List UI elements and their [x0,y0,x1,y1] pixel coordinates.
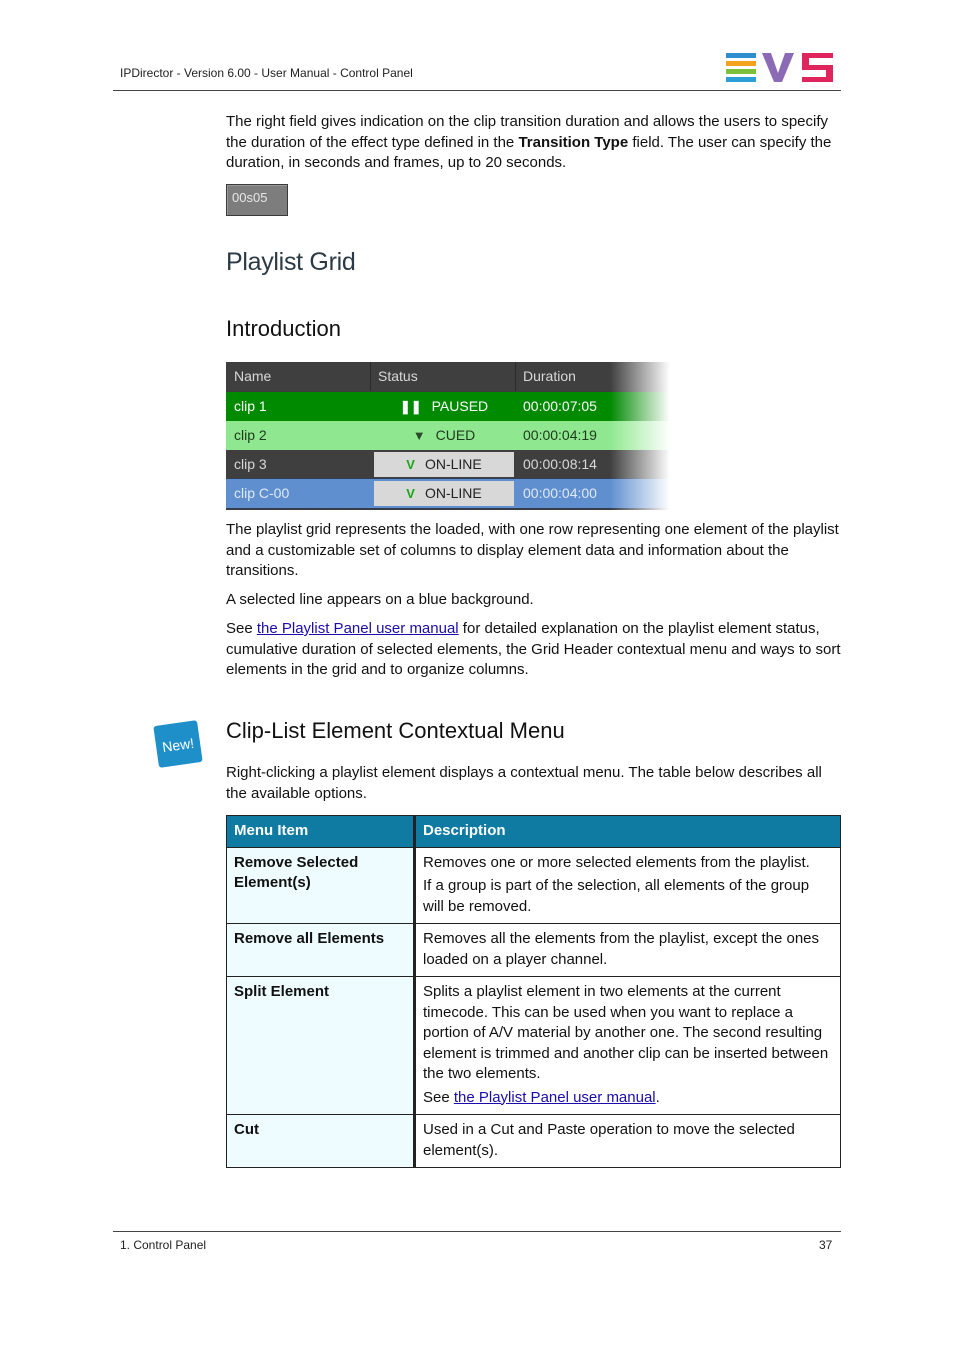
new-badge-icon [153,720,203,768]
transition-type-term: Transition Type [518,133,629,151]
description-paragraph: Used in a Cut and Paste operation to move the selected element(s). [423,1121,795,1159]
duration-field[interactable] [226,184,288,216]
menu-item-name: Remove all Elements [227,924,415,977]
grid-fade [610,362,670,510]
selected-line-note: A selected line appears on a blue background. [226,591,534,608]
grid-cell-duration: 00:00:04:00 [523,485,597,501]
header-description: Description [415,816,841,848]
grid-description: The playlist grid represents the loaded, with one row representing one element of the playlist and a customizable set of columns to display element data and information about the transitions. [226,521,839,579]
menu-item-name: Cut [227,1115,415,1168]
grid-cell-name: clip 2 [234,427,267,443]
transition-paragraph [226,112,841,174]
triangle-down-icon: ▼ [412,428,426,443]
section-title: Playlist Grid [226,248,356,276]
column-header-name[interactable]: Name [226,362,371,391]
running-header: IPDirector - Version 6.00 - User Manual - Control Panel [120,66,413,80]
see-paragraph [226,619,841,681]
playlist-panel-manual-link[interactable]: the Playlist Panel user manual [256,620,459,637]
transition-text-1: The right field gives indication on the clip transition duration and allows the users to specify the duration of the effect type defined in the [226,113,828,151]
clip-menu-heading: Clip-List Element Contextual Menu [226,718,565,743]
status-indicator [374,423,514,448]
see-suffix: for detailed explanation on the playlist element status, cumulative duration of selected elements, the Grid Header contextual menu and ways to sort elements in the grid and to organize columns. [226,620,841,678]
menu-item-description [415,924,841,977]
menu-item-description [415,977,841,1115]
menu-item-description [415,1115,841,1168]
see-prefix: See [423,1088,454,1106]
playlist-panel-manual-link[interactable]: the Playlist Panel user manual [453,1088,656,1106]
grid-cell-name: clip 1 [234,398,267,414]
grid-cell-duration: 00:00:08:14 [523,456,597,472]
grid-row[interactable] [226,479,670,508]
menu-item-name: Remove Selected Element(s) [227,847,415,924]
menu-item-name: Split Element [227,977,415,1115]
page-number: 37 [819,1238,833,1252]
duration-value: 00s05 [232,190,268,205]
playlist-grid [226,362,670,510]
grid-cell-status [372,450,516,479]
grid-row[interactable] [226,421,670,450]
evs-logo [726,53,834,83]
column-header-status[interactable]: Status [372,362,516,391]
description-paragraph: Removes all the elements from the playlist, except the ones loaded on a player channel. [423,930,820,968]
table-row [227,924,841,977]
grid-cell-status [372,421,516,450]
transition-text-2: field. The user can specify the duration, in seconds and frames, up to 20 seconds. [226,133,832,171]
header-rule [113,90,841,91]
grid-cell-duration: 00:00:04:19 [523,427,597,443]
grid-cell-name: clip C-00 [234,485,290,501]
status-indicator [374,452,514,477]
grid-header-row [226,362,670,391]
grid-cell-status [372,392,516,421]
grid-cell-name: clip 3 [234,456,267,472]
menu-items-table [226,815,841,1168]
grid-row[interactable] [226,392,670,421]
see-prefix: See [226,620,257,637]
check-v-icon: V [406,486,415,501]
description-paragraph: Splits a playlist element in two elements at the current timecode. This can be used when you want to replace a portion of A/V material by another one. The second resulting element is trimmed and another clip can be inserted between the two elements. [423,983,829,1082]
table-row [227,847,841,924]
status-label: CUED [435,427,476,443]
header-menu-item: Menu Item [227,816,415,848]
pause-icon: ❚❚ [399,399,422,414]
grid-cell-status [372,479,516,508]
table-row [227,977,841,1115]
new-badge-label: New! [161,734,196,756]
status-label: PAUSED [431,398,489,414]
footer-chapter: 1. Control Panel [120,1238,207,1252]
grid-cell-duration: 00:00:07:05 [523,398,597,414]
grid-row[interactable] [226,450,670,479]
status-indicator [374,481,514,506]
see-suffix: . [655,1088,660,1106]
status-label: ON-LINE [424,485,482,501]
status-label: ON-LINE [424,456,482,472]
table-row [227,1115,841,1168]
table-header-row [227,816,841,848]
see-manual-paragraph [423,1088,833,1109]
check-v-icon: V [406,457,415,472]
introduction-heading: Introduction [226,316,341,341]
menu-item-description [415,847,841,924]
description-paragraph: If a group is part of the selection, all elements of the group will be removed. [423,877,810,915]
column-header-duration[interactable]: Duration [517,362,670,391]
description-paragraph: Removes one or more selected elements from the playlist. [423,853,810,871]
footer-rule [113,1231,841,1232]
clip-menu-intro: Right-clicking a playlist element displays a contextual menu. The table below describes all the available options. [226,764,822,802]
status-indicator [374,394,514,419]
